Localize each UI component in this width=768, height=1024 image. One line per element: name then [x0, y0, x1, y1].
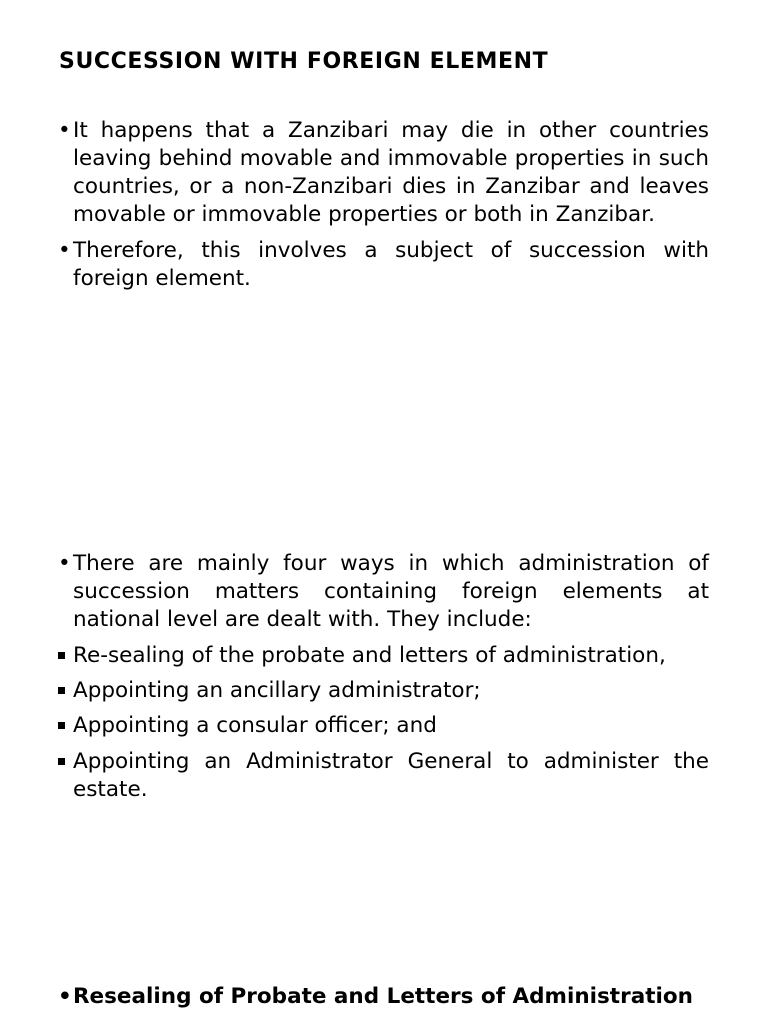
section-heading: Resealing of Probate and Letters of Administration — [73, 984, 693, 1009]
sub-bullet-item — [58, 712, 709, 740]
slide3-content — [58, 983, 709, 1011]
sub-bullet-item — [58, 748, 709, 804]
bullet-dot-icon: • — [58, 984, 72, 1009]
bullet-dot-icon: • — [58, 118, 71, 143]
square-bullet-icon — [58, 652, 65, 659]
bullet-item — [58, 550, 709, 634]
page-title: SUCCESSION WITH FOREIGN ELEMENT — [59, 49, 549, 74]
slide2-content — [58, 550, 709, 804]
sub-bullet-text: Appointing an ancillary administrator; — [73, 678, 481, 703]
slide1-bullets — [58, 117, 709, 293]
bullet-item — [58, 237, 709, 293]
bullet-dot-icon: • — [58, 238, 71, 263]
sub-bullet-item — [58, 642, 709, 670]
bullet-text: Therefore, this involves a subject of succession with foreign element. — [73, 238, 709, 291]
sub-bullet-text: Appointing an Administrator General to administer the estate. — [73, 749, 709, 802]
square-bullet-icon — [58, 687, 65, 694]
bullet-item — [58, 983, 709, 1011]
bullet-dot-icon: • — [58, 551, 71, 576]
bullet-text: It happens that a Zanzibari may die in other countries leaving behind movable and immovable properties in such countries, or a non-Zanzibari dies in Zanzibar and leaves movable or immovable properties or both in Zanzibar. — [73, 118, 709, 227]
bullet-item — [58, 117, 709, 229]
square-bullet-icon — [58, 758, 65, 765]
sub-bullet-text: Re-sealing of the probate and letters of administration, — [73, 643, 666, 668]
bullet-text: There are mainly four ways in which administration of succession matters containing foreign elements at national level are dealt with. They include: — [73, 551, 709, 632]
sub-bullet-item — [58, 677, 709, 705]
sub-bullet-text: Appointing a consular officer; and — [73, 713, 437, 738]
square-bullet-icon — [58, 722, 65, 729]
